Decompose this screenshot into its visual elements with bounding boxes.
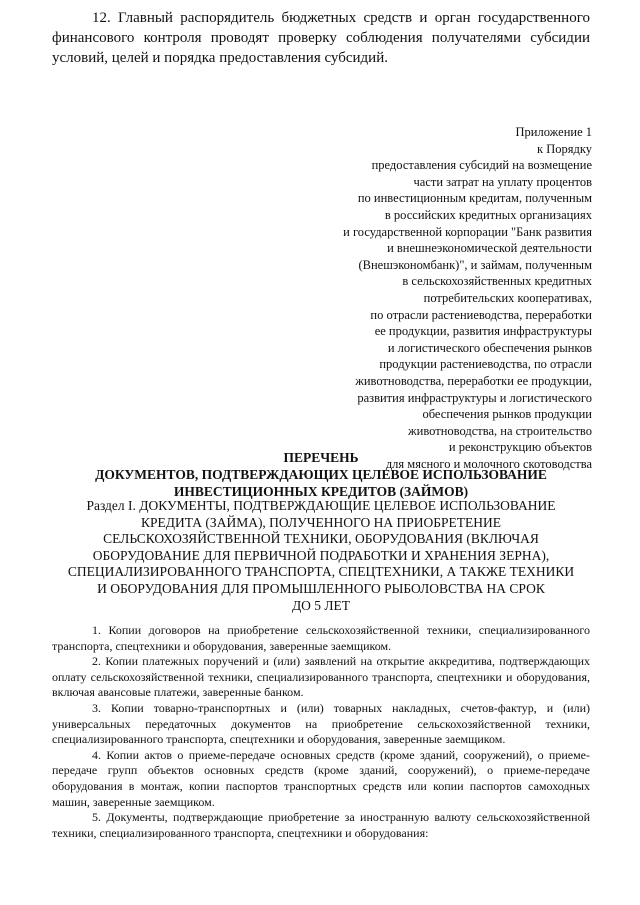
- appendix-line: предоставления субсидий на возмещение: [371, 158, 592, 173]
- appendix-header: [343, 124, 592, 472]
- title-line: ДОКУМЕНТОВ, ПОДТВЕРЖДАЮЩИХ ЦЕЛЕВОЕ ИСПОЛЬЗОВАНИЕ: [95, 467, 547, 482]
- list-item: 1. Копии договоров на приобретение сельскохозяйственной техники, специализированного транспорта, спецтехники и оборудования, заверенные заемщиком.: [52, 623, 590, 653]
- appendix-line: животноводства, переработки ее продукции,: [355, 373, 592, 388]
- appendix-line: и реконструкцию объектов: [448, 440, 592, 455]
- appendix-line: в сельскохозяйственных кредитных: [402, 274, 592, 289]
- appendix-line: Приложение 1: [515, 125, 592, 139]
- appendix-line: обеспечения рынков продукции: [422, 407, 592, 422]
- appendix-line: части затрат на уплату процентов: [413, 174, 592, 189]
- appendix-line: ее продукции, развития инфраструктуры: [374, 324, 592, 339]
- section-line: ДО 5 ЛЕТ: [291, 597, 351, 613]
- section-line: СЕЛЬСКОХОЗЯЙСТВЕННОЙ ТЕХНИКИ, ОБОРУДОВАНИЯ (ВКЛЮЧАЯ: [103, 531, 539, 547]
- section-line: КРЕДИТА (ЗАЙМА), ПОЛУЧЕННОГО НА ПРИОБРЕТЕНИЕ: [141, 514, 501, 530]
- section-heading: [52, 498, 590, 614]
- appendix-line: (Внешэкономбанк)", и займам, полученным: [358, 257, 592, 272]
- list-item: 5. Документы, подтверждающие приобретение за иностранную валюту сельскохозяйственной техники, специализированного транспорта, спецтехники и оборудования:: [52, 810, 590, 840]
- appendix-line: для мясного и молочного скотоводства: [385, 456, 592, 471]
- section-line: И ОБОРУДОВАНИЯ ДЛЯ ПРОМЫШЛЕННОГО РЫБОЛОВСТВА НА СРОК: [97, 580, 545, 596]
- appendix-line: и внешнеэкономической деятельности: [387, 241, 592, 256]
- title-line: ИНВЕСТИЦИОННЫХ КРЕДИТОВ (ЗАЙМОВ): [173, 484, 469, 499]
- document-title: [52, 449, 590, 500]
- list-item: 3. Копии товарно-транспортных и (или) товарных накладных, счетов-фактур, и (или) универсальных передаточных документов на приобретение сельскохозяйственной техники, специализированного транспорта, спецтехники и оборудования, заверенные заемщиком.: [52, 700, 590, 747]
- appendix-line: в российских кредитных организациях: [384, 207, 592, 222]
- appendix-line: и логистического обеспечения рынков: [387, 340, 592, 355]
- appendix-line: животноводства, на строительство: [408, 423, 592, 438]
- list-item: 2. Копии платежных поручений и (или) заявлений на открытие аккредитива, подтверждающих оплату сельскохозяйственной техники, специализированного транспорта, спецтехники и оборудования, включая авансовые платежи, заверенные банком.: [52, 654, 590, 700]
- title-line: ПЕРЕЧЕНЬ: [283, 450, 359, 465]
- appendix-line: развития инфраструктуры и логистического: [357, 390, 592, 405]
- appendix-line: по отрасли растениеводства, переработки: [370, 307, 592, 322]
- list-item: 4. Копии актов о приеме-передаче основных средств (кроме зданий, сооружений), о приеме-передаче групп объектов основных средств (кроме зданий, сооружений), о приеме-передаче оборудования в монтаж, копии паспортов транспортных средств или копии паспортов самоходных машин, заверенные заемщиком.: [52, 747, 590, 809]
- appendix-line: к Порядку: [537, 141, 592, 156]
- section-line: СПЕЦИАЛИЗИРОВАННОГО ТРАНСПОРТА, СПЕЦТЕХНИКИ, А ТАКЖЕ ТЕХНИКИ: [67, 564, 575, 580]
- section-line: Раздел I. ДОКУМЕНТЫ, ПОДТВЕРЖДАЮЩИЕ ЦЕЛЕВОЕ ИСПОЛЬЗОВАНИЕ: [86, 498, 556, 513]
- intro-paragraph: 12. Главный распорядитель бюджетных средств и орган государственного финансового контроля проводят проверку соблюдения получателями субсидии условий, целей и порядка предоставления субсидий.: [52, 10, 590, 66]
- appendix-line: потребительских кооперативах,: [423, 290, 592, 305]
- appendix-line: и государственной корпорации "Банк развития: [343, 224, 592, 239]
- document-list: [52, 623, 590, 841]
- appendix-line: продукции растениеводства, по отрасли: [379, 357, 592, 372]
- appendix-line: по инвестиционным кредитам, полученным: [357, 191, 592, 206]
- section-line: ОБОРУДОВАНИЕ ДЛЯ ПЕРВИЧНОЙ ПОДРАБОТКИ И ХРАНЕНИЯ ЗЕРНА),: [92, 547, 550, 563]
